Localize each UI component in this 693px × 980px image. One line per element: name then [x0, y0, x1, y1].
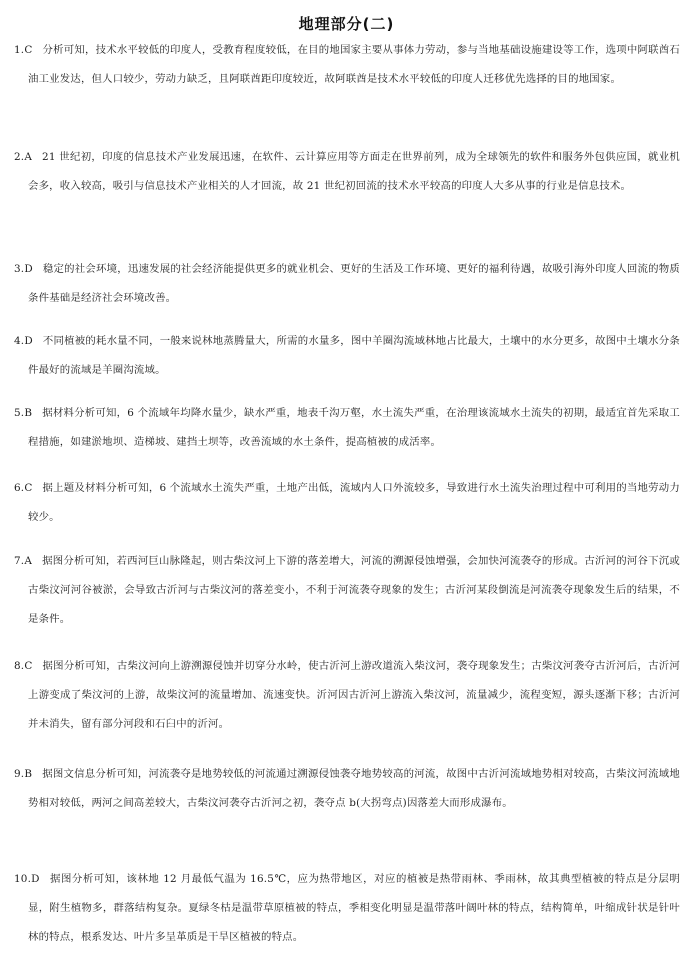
question-answer: B: [24, 407, 33, 419]
question-9: [14, 760, 680, 818]
question-1: [14, 36, 680, 94]
question-number: 10.: [14, 873, 32, 885]
question-answer: D: [31, 873, 40, 885]
question-answer: A: [24, 555, 33, 567]
question-answer: C: [24, 482, 33, 494]
question-8: [14, 652, 680, 739]
question-explanation: 据图分析可知，该林地 12 月最低气温为 16.5℃，应为热带地区，对应的植被是热带雨林、季雨林，故其典型植被的特点是分层明显，附生植物多，群落结构复杂。夏绿冬枯是温带草原植被的特点，季相变化明显是温带落叶阔叶林的特点，结构简单，叶缩成针状是针叶林的特点，根系发达、叶片多呈革质是干旱区植被的特点。: [28, 873, 680, 943]
question-number: 4.: [14, 335, 25, 347]
question-3: [14, 255, 680, 313]
question-explanation: 不同植被的耗水量不同，一般来说林地蒸腾量大，所需的水量多，图中羊圈沟流域林地占比最大，土壤中的水分更多，故图中土壤水分条件最好的流域是羊圈沟流域。: [28, 335, 680, 376]
question-explanation: 21 世纪初，印度的信息技术产业发展迅速，在软件、云计算应用等方面走在世界前列，成为全球领先的软件和服务外包供应国，就业机会多，收入较高，吸引与信息技术产业相关的人才回流，故 21 世纪初回流的技术水平较高的印度人大多从事的行业是信息技术。: [28, 151, 680, 192]
question-7: [14, 547, 680, 634]
question-answer: D: [24, 263, 33, 275]
question-answer: B: [24, 768, 33, 780]
question-answer: A: [24, 151, 33, 163]
question-6: [14, 474, 680, 532]
question-answer: C: [24, 660, 33, 672]
question-5: [14, 399, 680, 457]
page-title: 地理部分(二): [298, 15, 395, 33]
question-number: 9.: [14, 768, 25, 780]
question-explanation: 据图分析可知，古柴汶河向上游溯源侵蚀并切穿分水岭，使古沂河上游改道流入柴汶河，袭夺现象发生；古柴汶河袭夺古沂河后，古沂河上游变成了柴汶河的上游，故柴汶河的流量增加、流速变快。沂河因古沂河上游流入柴汶河，流量减少，流程变短，源头逐渐下移；古沂河并未消失，留有部分河段和石臼中的沂河。: [28, 660, 680, 730]
question-number: 5.: [14, 407, 25, 419]
question-answer: D: [24, 335, 33, 347]
question-2: [14, 143, 680, 201]
question-4: [14, 327, 680, 385]
question-number: 7.: [14, 555, 25, 567]
question-explanation: 据材料分析可知，6 个流域年均降水量少，缺水严重，地表千沟万壑，水土流失严重，在治理该流域水土流失的初期，最适宜首先采取工程措施，如建淤地坝、造梯坡、建挡土坝等，改善流域的水土条件，提高植被的成活率。: [28, 407, 680, 448]
question-number: 8.: [14, 660, 25, 672]
question-10: [14, 865, 680, 952]
question-explanation: 据图分析可知，若西河巨山脉隆起，则古柴汶河上下游的落差增大，河流的溯源侵蚀增强，会加快河流袭夺的形成。古沂河的河谷下沉或古柴汶河河谷被淤，会导致古沂河与古柴汶河的落差变小，不利于河流袭夺现象的发生；古沂河某段倒流是河流袭夺现象发生后的结果，不是条件。: [28, 555, 680, 625]
question-number: 6.: [14, 482, 25, 494]
question-explanation: 稳定的社会环境，迅速发展的社会经济能提供更多的就业机会、更好的生活及工作环境、更好的福利待遇，故吸引海外印度人回流的物质条件基础是经济社会环境改善。: [28, 263, 680, 304]
question-number: 1.: [14, 44, 25, 56]
question-explanation: 据图文信息分析可知，河流袭夺是地势较低的河流通过溯源侵蚀袭夺地势较高的河流，故图中古沂河流域地势相对较高，古柴汶河流域地势相对较低，两河之间高差较大，古柴汶河袭夺古沂河之初，袭夺点 b(大拐弯点)因落差大而形成瀑布。: [28, 768, 680, 809]
question-answer: C: [24, 44, 33, 56]
question-explanation: 分析可知，技术水平较低的印度人，受教育程度较低，在目的地国家主要从事体力劳动，参与当地基础设施建设等工作，选项中阿联酋石油工业发达，但人口较少，劳动力缺乏，且阿联酋距印度较近，故阿联酋是技术水平较低的印度人迁移优先选择的目的地国家。: [28, 44, 680, 85]
question-number: 3.: [14, 263, 25, 275]
question-explanation: 据上题及材料分析可知，6 个流域水土流失严重，土地产出低，流域内人口外流较多，导致进行水土流失治理过程中可利用的当地劳动力较少。: [28, 482, 680, 523]
question-number: 2.: [14, 151, 25, 163]
